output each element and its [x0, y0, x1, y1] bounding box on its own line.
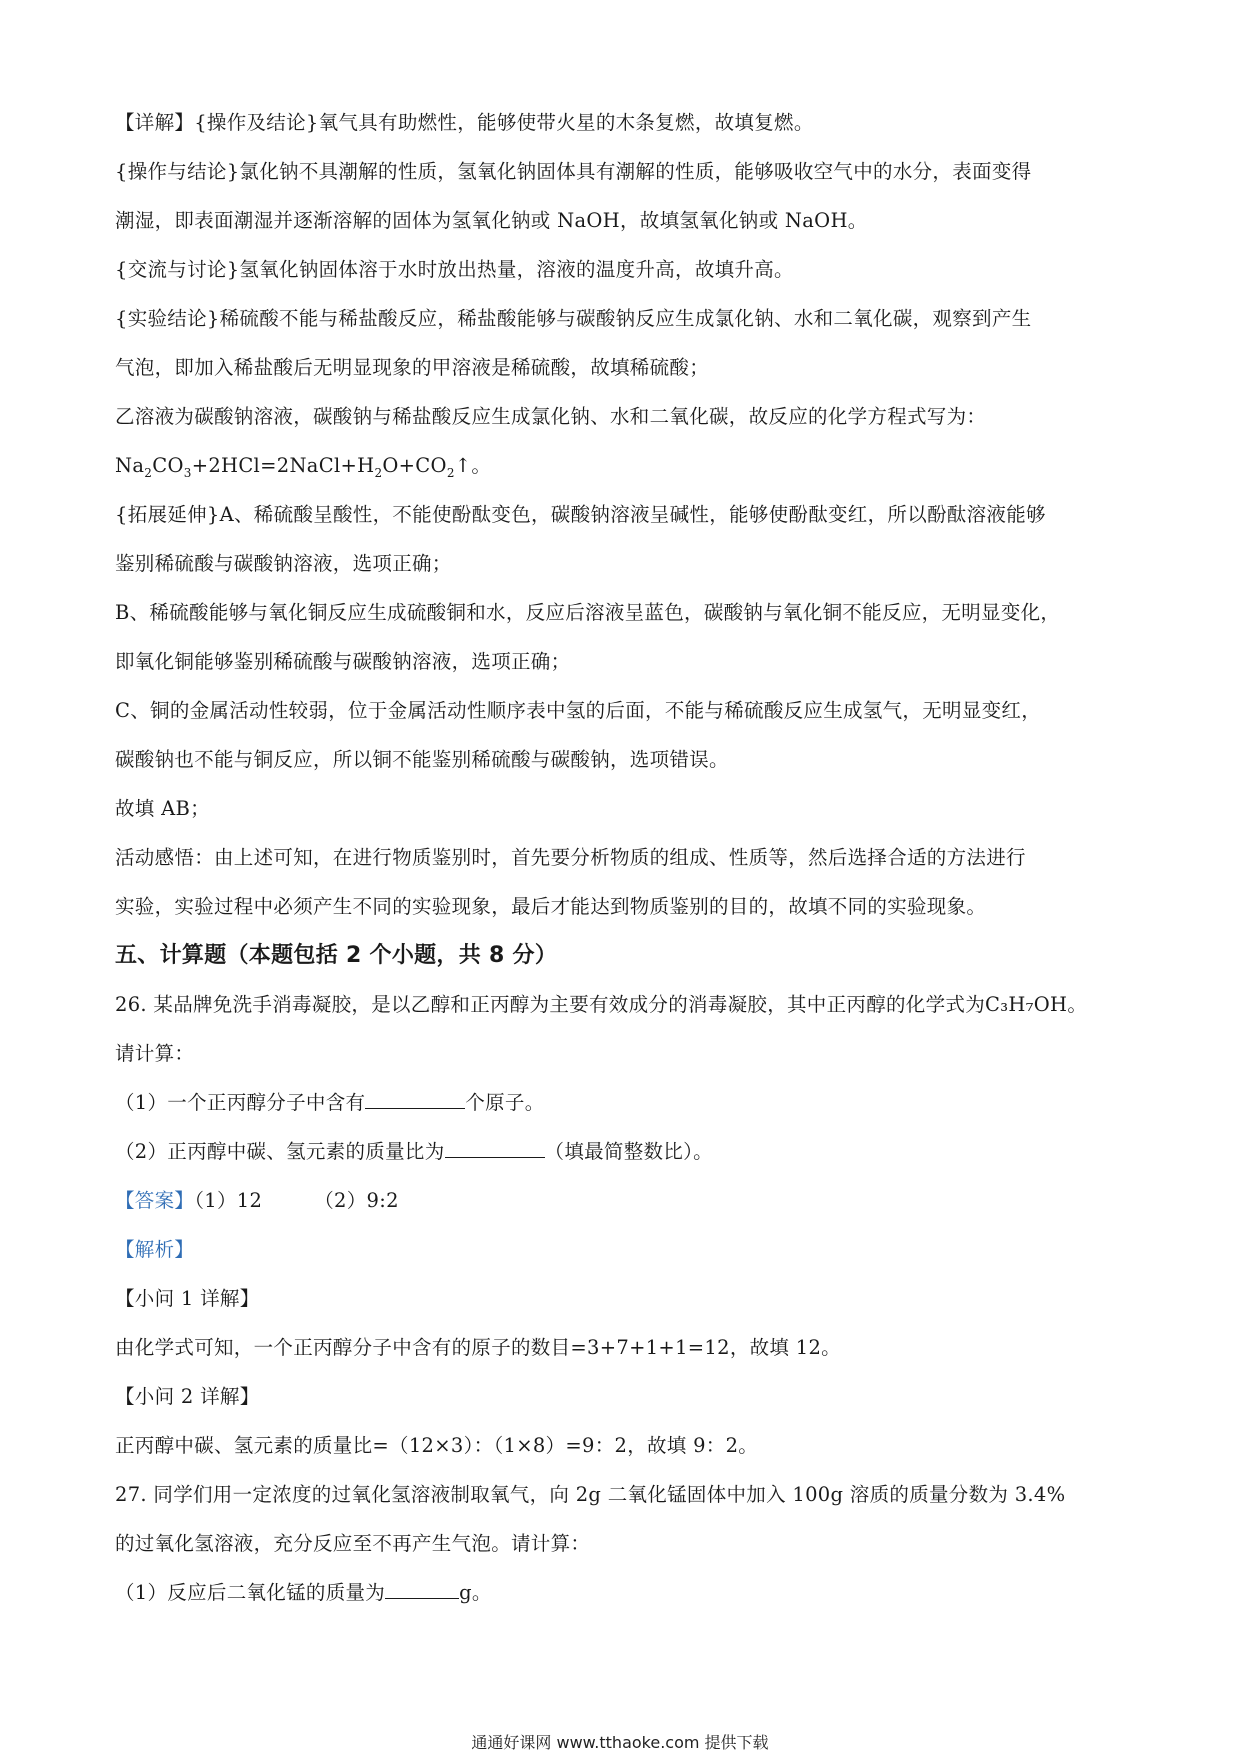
- eq-subscript: 2: [374, 465, 383, 480]
- question-26: [115, 980, 1125, 1029]
- question-text: （2）正丙醇中碳、氢元素的质量比为: [115, 1140, 445, 1163]
- answer-value: （2）9:2: [314, 1189, 399, 1212]
- question-text: （1）一个正丙醇分子中含有: [115, 1091, 366, 1114]
- text-line: C、铜的金属活动性较弱，位于金属活动性顺序表中氢的后面，不能与稀硫酸反应生成氢气，无明显变红，: [115, 699, 1042, 722]
- chemical-equation: [115, 441, 1125, 490]
- eq-part: O+CO: [382, 454, 447, 477]
- question-text: g。: [459, 1581, 492, 1604]
- question-26-part-1: [115, 1078, 1125, 1127]
- question-27-part-1: [115, 1568, 1125, 1617]
- page-content: [115, 98, 1125, 1617]
- question-27: 27. 同学们用一定浓度的过氧化氢溶液制取氧气，向 2g 二氧化锰固体中加入 100g 溶质的质量分数为 3.4%: [115, 1483, 1066, 1506]
- text-line: B、稀硫酸能够与氧化铜反应生成硫酸铜和水，反应后溶液呈蓝色，碳酸钠与氧化铜不能反应，无明显变化，: [115, 601, 1061, 624]
- text-line: 故填 AB；: [115, 797, 210, 820]
- sub-question-label: 【小问 2 详解】: [115, 1385, 260, 1408]
- eq-part: ↑。: [454, 454, 492, 477]
- text-line: 即氧化铜能够鉴别稀硫酸与碳酸钠溶液，选项正确；: [115, 650, 571, 673]
- answer-value: （1）12: [194, 1189, 263, 1212]
- text-line: {交流与讨论}氢氧化钠固体溶于水时放出热量，溶液的温度升高，故填升高。: [115, 258, 794, 281]
- answer-label: 【答案】: [115, 1189, 195, 1212]
- eq-subscript: 2: [144, 465, 153, 480]
- text-line: {操作与结论}氯化钠不具潮解的性质，氢氧化钠固体具有潮解的性质，能够吸收空气中的水分，表面变得: [115, 160, 1032, 183]
- analysis-label: 【解析】: [115, 1238, 195, 1261]
- question-text: （填最简整数比）。: [544, 1140, 713, 1163]
- text-line: 乙溶液为碳酸钠溶液，碳酸钠与稀盐酸反应生成氯化钠、水和二氧化碳，故反应的化学方程式写为：: [115, 405, 987, 428]
- text-line: 【详解】{操作及结论}氧气具有助燃性，能够使带火星的木条复燃，故填复燃。: [115, 111, 814, 134]
- eq-subscript: 3: [183, 465, 192, 480]
- question-text: 26. 某品牌免洗手消毒凝胶，是以乙醇和正丙醇为主要有效成分的消毒凝胶，其中正丙醇的化学式为: [115, 993, 986, 1016]
- chemical-formula: C₃H₇OH。: [985, 993, 1088, 1016]
- page-footer: 通通好课网 www.tthaoke.com 提供下载: [471, 1733, 769, 1752]
- eq-subscript: 2: [446, 465, 455, 480]
- text-line: 正丙醇中碳、氢元素的质量比=（12×3）：（1×8）=9：2，故填 9：2。: [115, 1434, 759, 1457]
- text-line: 请计算：: [115, 1042, 195, 1065]
- eq-part: CO: [152, 454, 184, 477]
- text-line: 实验，实验过程中必须产生不同的实验现象，最后才能达到物质鉴别的目的，故填不同的实验现象。: [115, 895, 987, 918]
- question-26-part-2: [115, 1127, 1125, 1176]
- sub-question-label: 【小问 1 详解】: [115, 1287, 260, 1310]
- answer-line: [115, 1176, 1125, 1225]
- text-line: 碳酸钠也不能与铜反应，所以铜不能鉴别稀硫酸与碳酸钠，选项错误。: [115, 748, 729, 771]
- text-line: {拓展延伸}A、稀硫酸呈酸性，不能使酚酞变色，碳酸钠溶液呈碱性，能够使酚酞变红，所以酚酞溶液能够: [115, 503, 1046, 526]
- text-line: 由化学式可知，一个正丙醇分子中含有的原子的数目=3+7+1+1=12，故填 12。: [115, 1336, 841, 1359]
- eq-part: Na: [115, 454, 145, 477]
- text-line: 的过氧化氢溶液，充分反应至不再产生气泡。请计算：: [115, 1532, 591, 1555]
- question-text: （1）反应后二氧化锰的质量为: [115, 1581, 386, 1604]
- answer-blank: [365, 1088, 465, 1109]
- answer-blank: [445, 1137, 545, 1158]
- text-line: 气泡，即加入稀盐酸后无明显现象的甲溶液是稀硫酸，故填稀硫酸；: [115, 356, 710, 379]
- section-heading: 五、计算题（本题包括 2 个小题，共 8 分）: [115, 943, 558, 968]
- text-line: {实验结论}稀硫酸不能与稀盐酸反应，稀盐酸能够与碳酸钠反应生成氯化钠、水和二氧化碳，观察到产生: [115, 307, 1032, 330]
- question-text: 个原子。: [465, 1091, 545, 1114]
- text-line: 活动感悟：由上述可知，在进行物质鉴别时，首先要分析物质的组成、性质等，然后选择合适的方法进行: [115, 846, 1026, 869]
- text-line: 潮湿，即表面潮湿并逐渐溶解的固体为氢氧化钠或 NaOH，故填氢氧化钠或 NaOH。: [115, 209, 868, 232]
- eq-part: +2HCl=2NaCl+H: [191, 454, 375, 477]
- text-line: 鉴别稀硫酸与碳酸钠溶液，选项正确；: [115, 552, 452, 575]
- answer-blank: [385, 1578, 459, 1599]
